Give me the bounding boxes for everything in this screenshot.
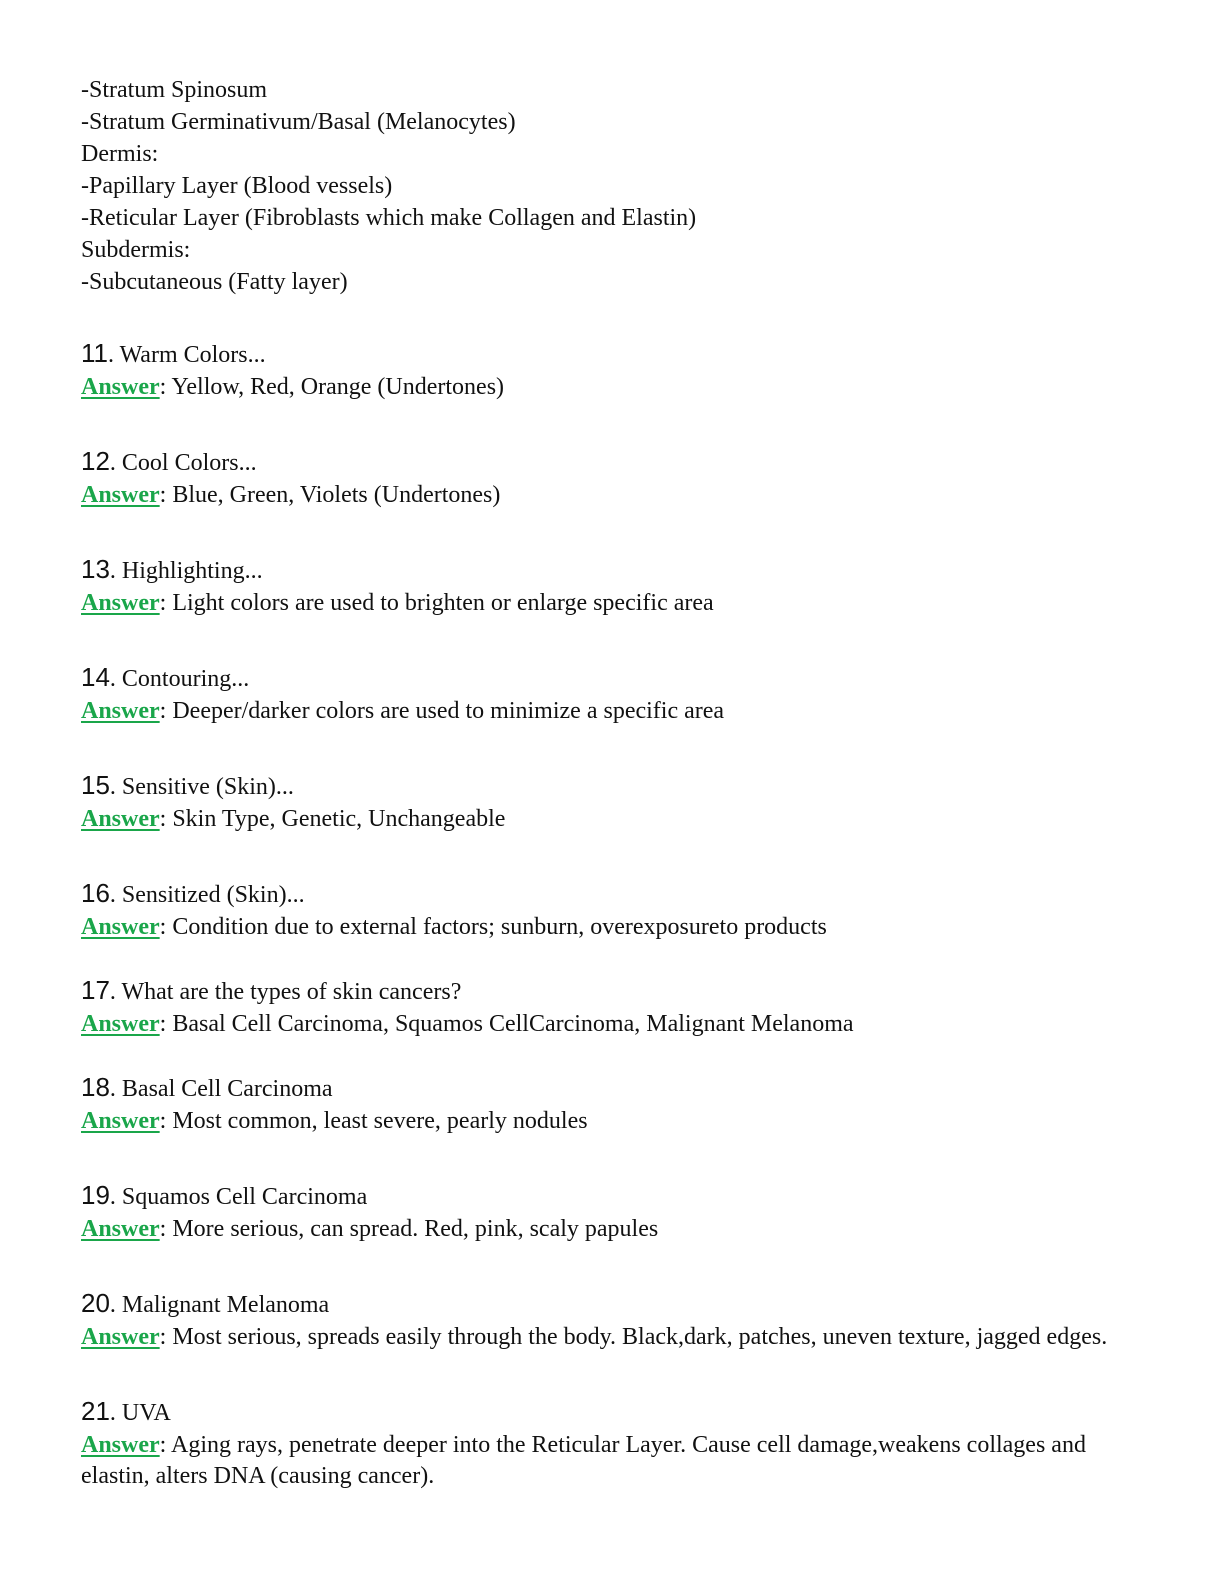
- question-number: 18: [81, 1072, 110, 1102]
- question-line: 11. Warm Colors...: [81, 338, 266, 368]
- question-number: 16: [81, 878, 110, 908]
- question-text: Squamos Cell Carcinoma: [121, 1184, 368, 1210]
- answer-label: Answer: [81, 914, 160, 940]
- answer-label: Answer: [81, 1216, 160, 1242]
- intro-line: -Papillary Layer (Blood vessels): [81, 173, 393, 199]
- intro-line: Subdermis:: [81, 237, 191, 263]
- answer-line: Answer: Condition due to external factors; sunburn, overexposureto products: [81, 914, 827, 940]
- question-text: Warm Colors...: [119, 342, 266, 368]
- answer-text: Light colors are used to brighten or enlarge specific area: [172, 590, 714, 616]
- answer-label: Answer: [81, 1108, 160, 1134]
- question-line: 20. Malignant Melanoma: [81, 1288, 330, 1318]
- answer-text: Skin Type, Genetic, Unchangeable: [172, 806, 506, 832]
- answer-line: Answer: Most common, least severe, pearly nodules: [81, 1108, 588, 1134]
- intro-line: -Stratum Germinativum/Basal (Melanocytes): [81, 109, 516, 135]
- question-number: 14: [81, 662, 110, 692]
- document-page: [81, 74, 1141, 1533]
- question-item-15: [81, 768, 1141, 835]
- answer-label: Answer: [81, 590, 160, 616]
- question-item-21: [81, 1394, 1141, 1492]
- question-text: Malignant Melanoma: [121, 1292, 330, 1318]
- question-text: UVA: [121, 1400, 171, 1426]
- intro-line: -Reticular Layer (Fibroblasts which make Collagen and Elastin): [81, 205, 697, 231]
- question-line: 14. Contouring...: [81, 662, 250, 692]
- question-line: 13. Highlighting...: [81, 554, 263, 584]
- question-item-14: [81, 660, 1141, 727]
- question-line: 21. UVA: [81, 1396, 171, 1426]
- answer-text: Aging rays, penetrate deeper into the Reticular Layer. Cause cell damage,weakens collages and elastin, alters DNA (causing cancer).: [81, 1432, 1086, 1489]
- question-line: 16. Sensitized (Skin)...: [81, 878, 305, 908]
- answer-label: Answer: [81, 1324, 160, 1350]
- answer-text: Yellow, Red, Orange (Undertones): [171, 374, 505, 400]
- skin-layers-list: [81, 74, 1141, 298]
- question-item-20: [81, 1286, 1141, 1353]
- answer-line: Answer: Most serious, spreads easily through the body. Black,dark, patches, uneven texture, jagged edges.: [81, 1324, 1108, 1350]
- answer-text: Most common, least severe, pearly nodules: [172, 1108, 588, 1134]
- answer-line: Answer: More serious, can spread. Red, pink, scaly papules: [81, 1216, 659, 1242]
- answer-text: More serious, can spread. Red, pink, scaly papules: [172, 1216, 659, 1242]
- answer-text: Condition due to external factors; sunburn, overexposureto products: [172, 914, 827, 940]
- question-number: 19: [81, 1180, 110, 1210]
- question-text: Basal Cell Carcinoma: [121, 1076, 333, 1102]
- answer-line: Answer: Skin Type, Genetic, Unchangeable: [81, 806, 506, 832]
- question-number: 17: [81, 975, 110, 1005]
- question-text: Contouring...: [121, 666, 250, 692]
- answer-line: Answer: Blue, Green, Violets (Undertones): [81, 482, 501, 508]
- answer-line: Answer: Basal Cell Carcinoma, Squamos CellCarcinoma, Malignant Melanoma: [81, 1011, 854, 1037]
- answer-label: Answer: [81, 698, 160, 724]
- answer-line: Answer: Deeper/darker colors are used to minimize a specific area: [81, 698, 725, 724]
- question-item-13: [81, 552, 1141, 619]
- question-number: 11: [81, 338, 108, 368]
- answer-line: Answer: Yellow, Red, Orange (Undertones): [81, 374, 505, 400]
- answer-label: Answer: [81, 806, 160, 832]
- question-number: 12: [81, 446, 110, 476]
- answer-line: Answer: Aging rays, penetrate deeper into the Reticular Layer. Cause cell damage,weakens collages and elastin, alters DNA (causing cancer).: [81, 1432, 1086, 1489]
- question-item-11: [81, 336, 1141, 403]
- question-item-16: [81, 876, 1141, 943]
- intro-line: Dermis:: [81, 141, 159, 167]
- answer-text: Blue, Green, Violets (Undertones): [172, 482, 501, 508]
- question-number: 15: [81, 770, 110, 800]
- question-text: Sensitive (Skin)...: [121, 774, 294, 800]
- question-number: 21: [81, 1396, 110, 1426]
- question-line: 15. Sensitive (Skin)...: [81, 770, 294, 800]
- question-line: 12. Cool Colors...: [81, 446, 257, 476]
- question-text: Highlighting...: [121, 558, 263, 584]
- answer-label: Answer: [81, 1432, 160, 1458]
- answer-text: Most serious, spreads easily through the body. Black,dark, patches, uneven texture, jagged edges.: [172, 1324, 1108, 1350]
- answer-label: Answer: [81, 482, 160, 508]
- answer-line: Answer: Light colors are used to brighten or enlarge specific area: [81, 590, 714, 616]
- question-item-19: [81, 1178, 1141, 1245]
- answer-text: Basal Cell Carcinoma, Squamos CellCarcinoma, Malignant Melanoma: [172, 1011, 854, 1037]
- question-text: What are the types of skin cancers?: [121, 979, 462, 1005]
- question-item-17: [81, 973, 1141, 1040]
- question-line: 19. Squamos Cell Carcinoma: [81, 1180, 368, 1210]
- answer-label: Answer: [81, 374, 160, 400]
- question-item-18: [81, 1070, 1141, 1137]
- intro-line: -Stratum Spinosum: [81, 77, 268, 103]
- intro-line: -Subcutaneous (Fatty layer): [81, 269, 348, 295]
- answer-label: Answer: [81, 1011, 160, 1037]
- question-text: Sensitized (Skin)...: [121, 882, 305, 908]
- question-number: 13: [81, 554, 110, 584]
- answer-text: Deeper/darker colors are used to minimize a specific area: [172, 698, 725, 724]
- question-item-12: [81, 444, 1141, 511]
- question-line: 17. What are the types of skin cancers?: [81, 975, 462, 1005]
- question-number: 20: [81, 1288, 110, 1318]
- question-line: 18. Basal Cell Carcinoma: [81, 1072, 333, 1102]
- question-text: Cool Colors...: [121, 450, 257, 476]
